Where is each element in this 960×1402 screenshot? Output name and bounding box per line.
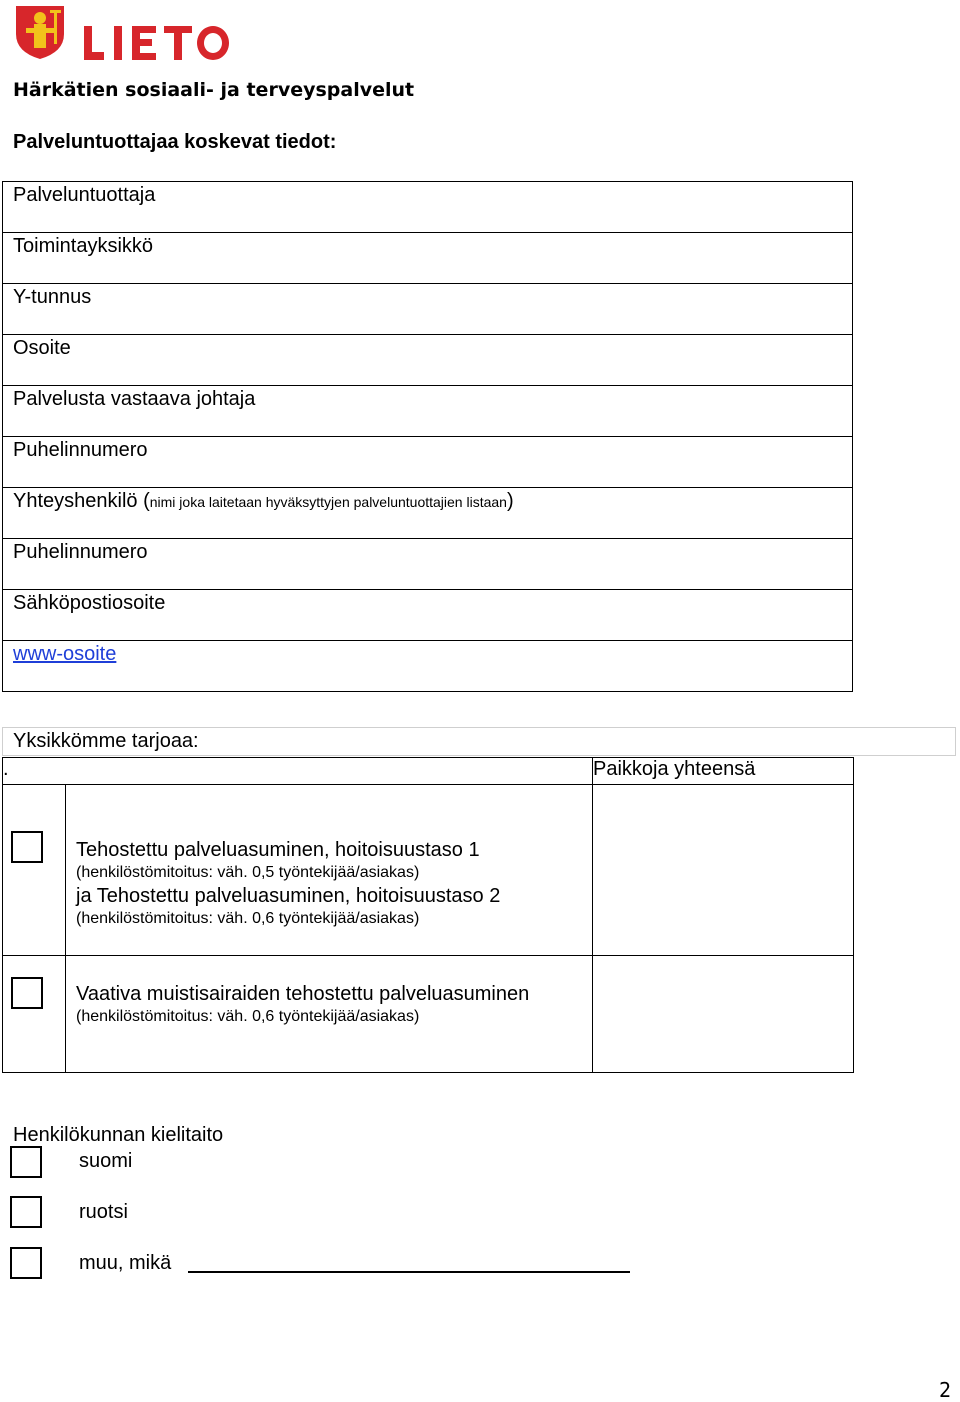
places-header-label: Paikkoja yhteensä (593, 758, 756, 780)
table-row (3, 182, 853, 233)
lieto-wordmark-logo (84, 26, 229, 60)
service-2-places-input[interactable] (593, 956, 854, 1073)
service-title: ja Tehostettu palveluasuminen, hoitoisuustaso 2 (76, 885, 501, 907)
language-skills-title: Henkilökunnan kielitaito (13, 1124, 224, 1146)
field-label-close: ) (506, 490, 514, 512)
field-phone[interactable] (3, 437, 853, 488)
field-provider[interactable] (3, 182, 853, 233)
places-header (593, 758, 854, 785)
field-business-id[interactable] (3, 284, 853, 335)
service-2-description (66, 956, 593, 1073)
table-row (3, 488, 853, 539)
language-swedish-label: ruotsi (79, 1201, 128, 1223)
website-link[interactable]: www-osoite (13, 643, 117, 665)
table-row (3, 233, 853, 284)
services-table (2, 757, 854, 1073)
service-staffing: (henkilöstömitoitus: väh. 0,5 työntekijää/asiakas) (76, 864, 420, 881)
header-dot-cell (3, 758, 593, 785)
field-label: Osoite (13, 337, 71, 359)
language-other-label: muu, mikä (79, 1252, 172, 1274)
service-staffing: (henkilöstömitoitus: väh. 0,6 työntekijää/asiakas) (76, 910, 420, 927)
service-2-checkbox[interactable] (11, 977, 43, 1009)
language-finnish-label: suomi (79, 1150, 133, 1172)
service-title: Vaativa muistisairaiden tehostettu palveluasuminen (76, 983, 530, 1005)
provider-info-table (2, 181, 853, 692)
checkbox-cell (3, 956, 66, 1073)
page-number: 2 (939, 1378, 952, 1402)
language-finnish-checkbox[interactable] (10, 1146, 42, 1178)
field-manager[interactable] (3, 386, 853, 437)
language-other-input-line[interactable] (188, 1271, 630, 1273)
table-row (3, 641, 853, 692)
service-title: Tehostettu palveluasuminen, hoitoisuustaso 1 (76, 839, 480, 861)
lieto-coat-of-arms-logo (14, 4, 66, 60)
service-1-description (66, 785, 593, 956)
service-1-places-input[interactable] (593, 785, 854, 956)
table-row (3, 758, 854, 785)
table-row (3, 785, 854, 956)
field-label: Toimintayksikkö (13, 235, 154, 257)
field-contact-person[interactable] (3, 488, 853, 539)
field-label: Palveluntuottaja (13, 184, 156, 206)
field-address[interactable] (3, 335, 853, 386)
service-staffing: (henkilöstömitoitus: väh. 0,6 työntekijää/asiakas) (76, 1008, 420, 1025)
offer-heading: Yksikkömme tarjoaa: (13, 730, 199, 752)
field-label: Sähköpostiosoite (13, 592, 166, 614)
field-email[interactable] (3, 590, 853, 641)
table-row (3, 386, 853, 437)
field-label: Palvelusta vastaava johtaja (13, 388, 256, 410)
field-contact-phone[interactable] (3, 539, 853, 590)
service-1-checkbox[interactable] (11, 831, 43, 863)
table-row (3, 335, 853, 386)
header-dot: . (3, 758, 9, 780)
language-other-checkbox[interactable] (10, 1247, 42, 1279)
checkbox-cell (3, 785, 66, 956)
table-row (3, 437, 853, 488)
field-label: Y-tunnus (13, 286, 92, 308)
field-label: Puhelinnumero (13, 541, 148, 563)
table-row (3, 590, 853, 641)
field-note: nimi joka laitetaan hyväksyttyjen palveluntuottajien listaan (149, 494, 507, 510)
field-website[interactable] (3, 641, 853, 692)
field-label: Puhelinnumero (13, 439, 148, 461)
field-label: Yhteyshenkilö ( (13, 490, 150, 512)
table-row (3, 539, 853, 590)
section-title: Palveluntuottajaa koskevat tiedot: (13, 131, 337, 153)
field-unit[interactable] (3, 233, 853, 284)
page-title: Härkätien sosiaali- ja terveyspalvelut (13, 79, 415, 101)
table-row (3, 284, 853, 335)
language-swedish-checkbox[interactable] (10, 1196, 42, 1228)
table-row (3, 956, 854, 1073)
